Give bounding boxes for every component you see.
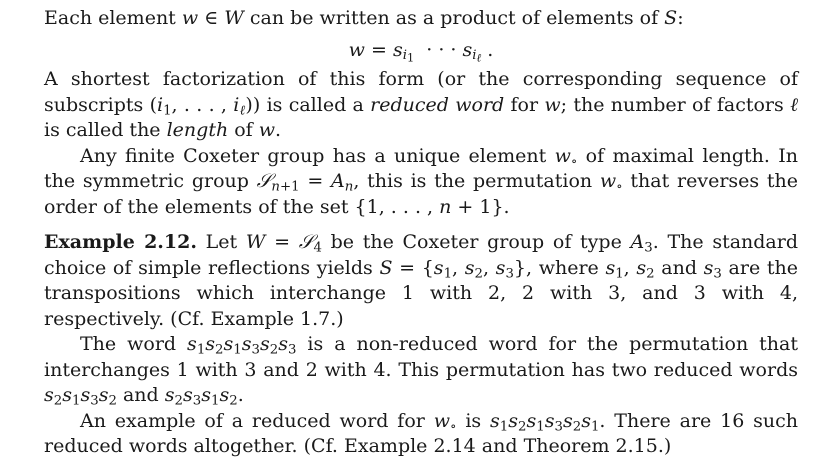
paragraph-gap — [44, 220, 798, 230]
example-title: Example 2.12. — [44, 231, 197, 253]
paragraph-non-reduced-word: The word $s_1s_2s_1s_3s_2s_3$ is a non-reduced word for the permutation that interchanges 1 with 3 and 2 with 4. This permutation has two reduced words $s_2s_1s_3s_2$ and $s_2s_3s_1s_2$. — [44, 333, 799, 409]
text-run: . There are 16 such reduced words altogether. (Cf. Example 2.14 and Theorem 2.15.) — [44, 409, 798, 457]
paragraph-reduced-word-example: An example of a reduced word for $w_\circ$ is $s_1s_2s_1s_3s_2s_1$. There are 16 such reduced words altogether. (Cf. Example 2.14 and Theorem 2.15.) — [44, 409, 798, 457]
display-equation: $w = s_{i_1}$ · · · $s_{i_\ell}$ . — [348, 38, 494, 65]
paragraph-reduced-word-definition: A shortest factorization of this form (or the corresponding sequence of subscripts ($i_1$, . . . , $i_\ell$)) is called a reduced word for w; the number of factors ℓ is called the length of w. — [44, 68, 798, 141]
text-run: A shortest factorization of this form (or the corresponding sequence of subscripts — [44, 68, 798, 116]
text-run: and — [654, 256, 704, 279]
text-run: that reverses the order of the elements of the set — [44, 170, 799, 218]
text-run: and — [116, 384, 165, 406]
text-run: for — [504, 93, 545, 116]
paragraph-maximal-length: Any finite Coxeter group has a unique element $w_\circ$ of maximal length. In the symmetric group 𝒮$_{n+1}$ = $A_n$, this is the permutation $w_\circ$ that reverses the order of the elements of the set {1, . . . , n + 1}. — [44, 144, 799, 218]
paragraph-example-2-12: Example 2.12. Let W = 𝒮$_4$ be the Coxeter group of type $A_3$. The standard choice of simple reflections yields $S = \{s_1$, $s_2$, $s_3$}, where $s_1$, $s_2$ and $s_3$ are the transpositions which interchange 1 with 2, 2 with 3, and 3 with 4, respectively. (Cf. Example 1.7.) — [44, 231, 799, 330]
text-run: ; the number of factors — [560, 93, 791, 116]
text-run: is a non-reduced word for the permutation that interchanges 1 with 3 and 2 with 4. This permutation has two reduced words — [44, 333, 799, 381]
term-length: length — [166, 119, 229, 141]
paragraph-elements-product: Each element w ∈ W can be written as a product of elements of S: — [44, 7, 684, 29]
text-run: The word — [80, 333, 188, 355]
text-run: is — [456, 409, 491, 432]
text-run: is called the — [44, 119, 167, 141]
text-run: Each element — [44, 7, 182, 29]
text-run: . The standard choice of simple reflections yields — [44, 231, 799, 279]
text-run: be the Coxeter group of type — [321, 231, 631, 253]
text-run: of maximal length. In the symmetric group — [44, 144, 799, 192]
text-run: Any finite Coxeter group has a unique element — [80, 144, 555, 167]
text-run: can be written as a product of elements of — [243, 7, 665, 29]
text-run: , this is the permutation — [353, 170, 600, 192]
text-run: of — [228, 119, 259, 141]
text-run: , where — [526, 256, 606, 279]
math-W: W — [224, 7, 244, 29]
text-run: are the transpositions which interchange 1 with 2, 2 with 3, and 3 with 4, respectively. (Cf. Example 1.7.) — [44, 256, 798, 330]
text-run: An example of a reduced word for — [80, 409, 434, 432]
text-run: ) is called a — [252, 93, 371, 116]
math-S: S — [664, 7, 678, 29]
math-w-in-W: w — [181, 7, 199, 29]
text-run: Let — [196, 231, 246, 253]
term-reduced-word: reduced word — [370, 93, 505, 116]
